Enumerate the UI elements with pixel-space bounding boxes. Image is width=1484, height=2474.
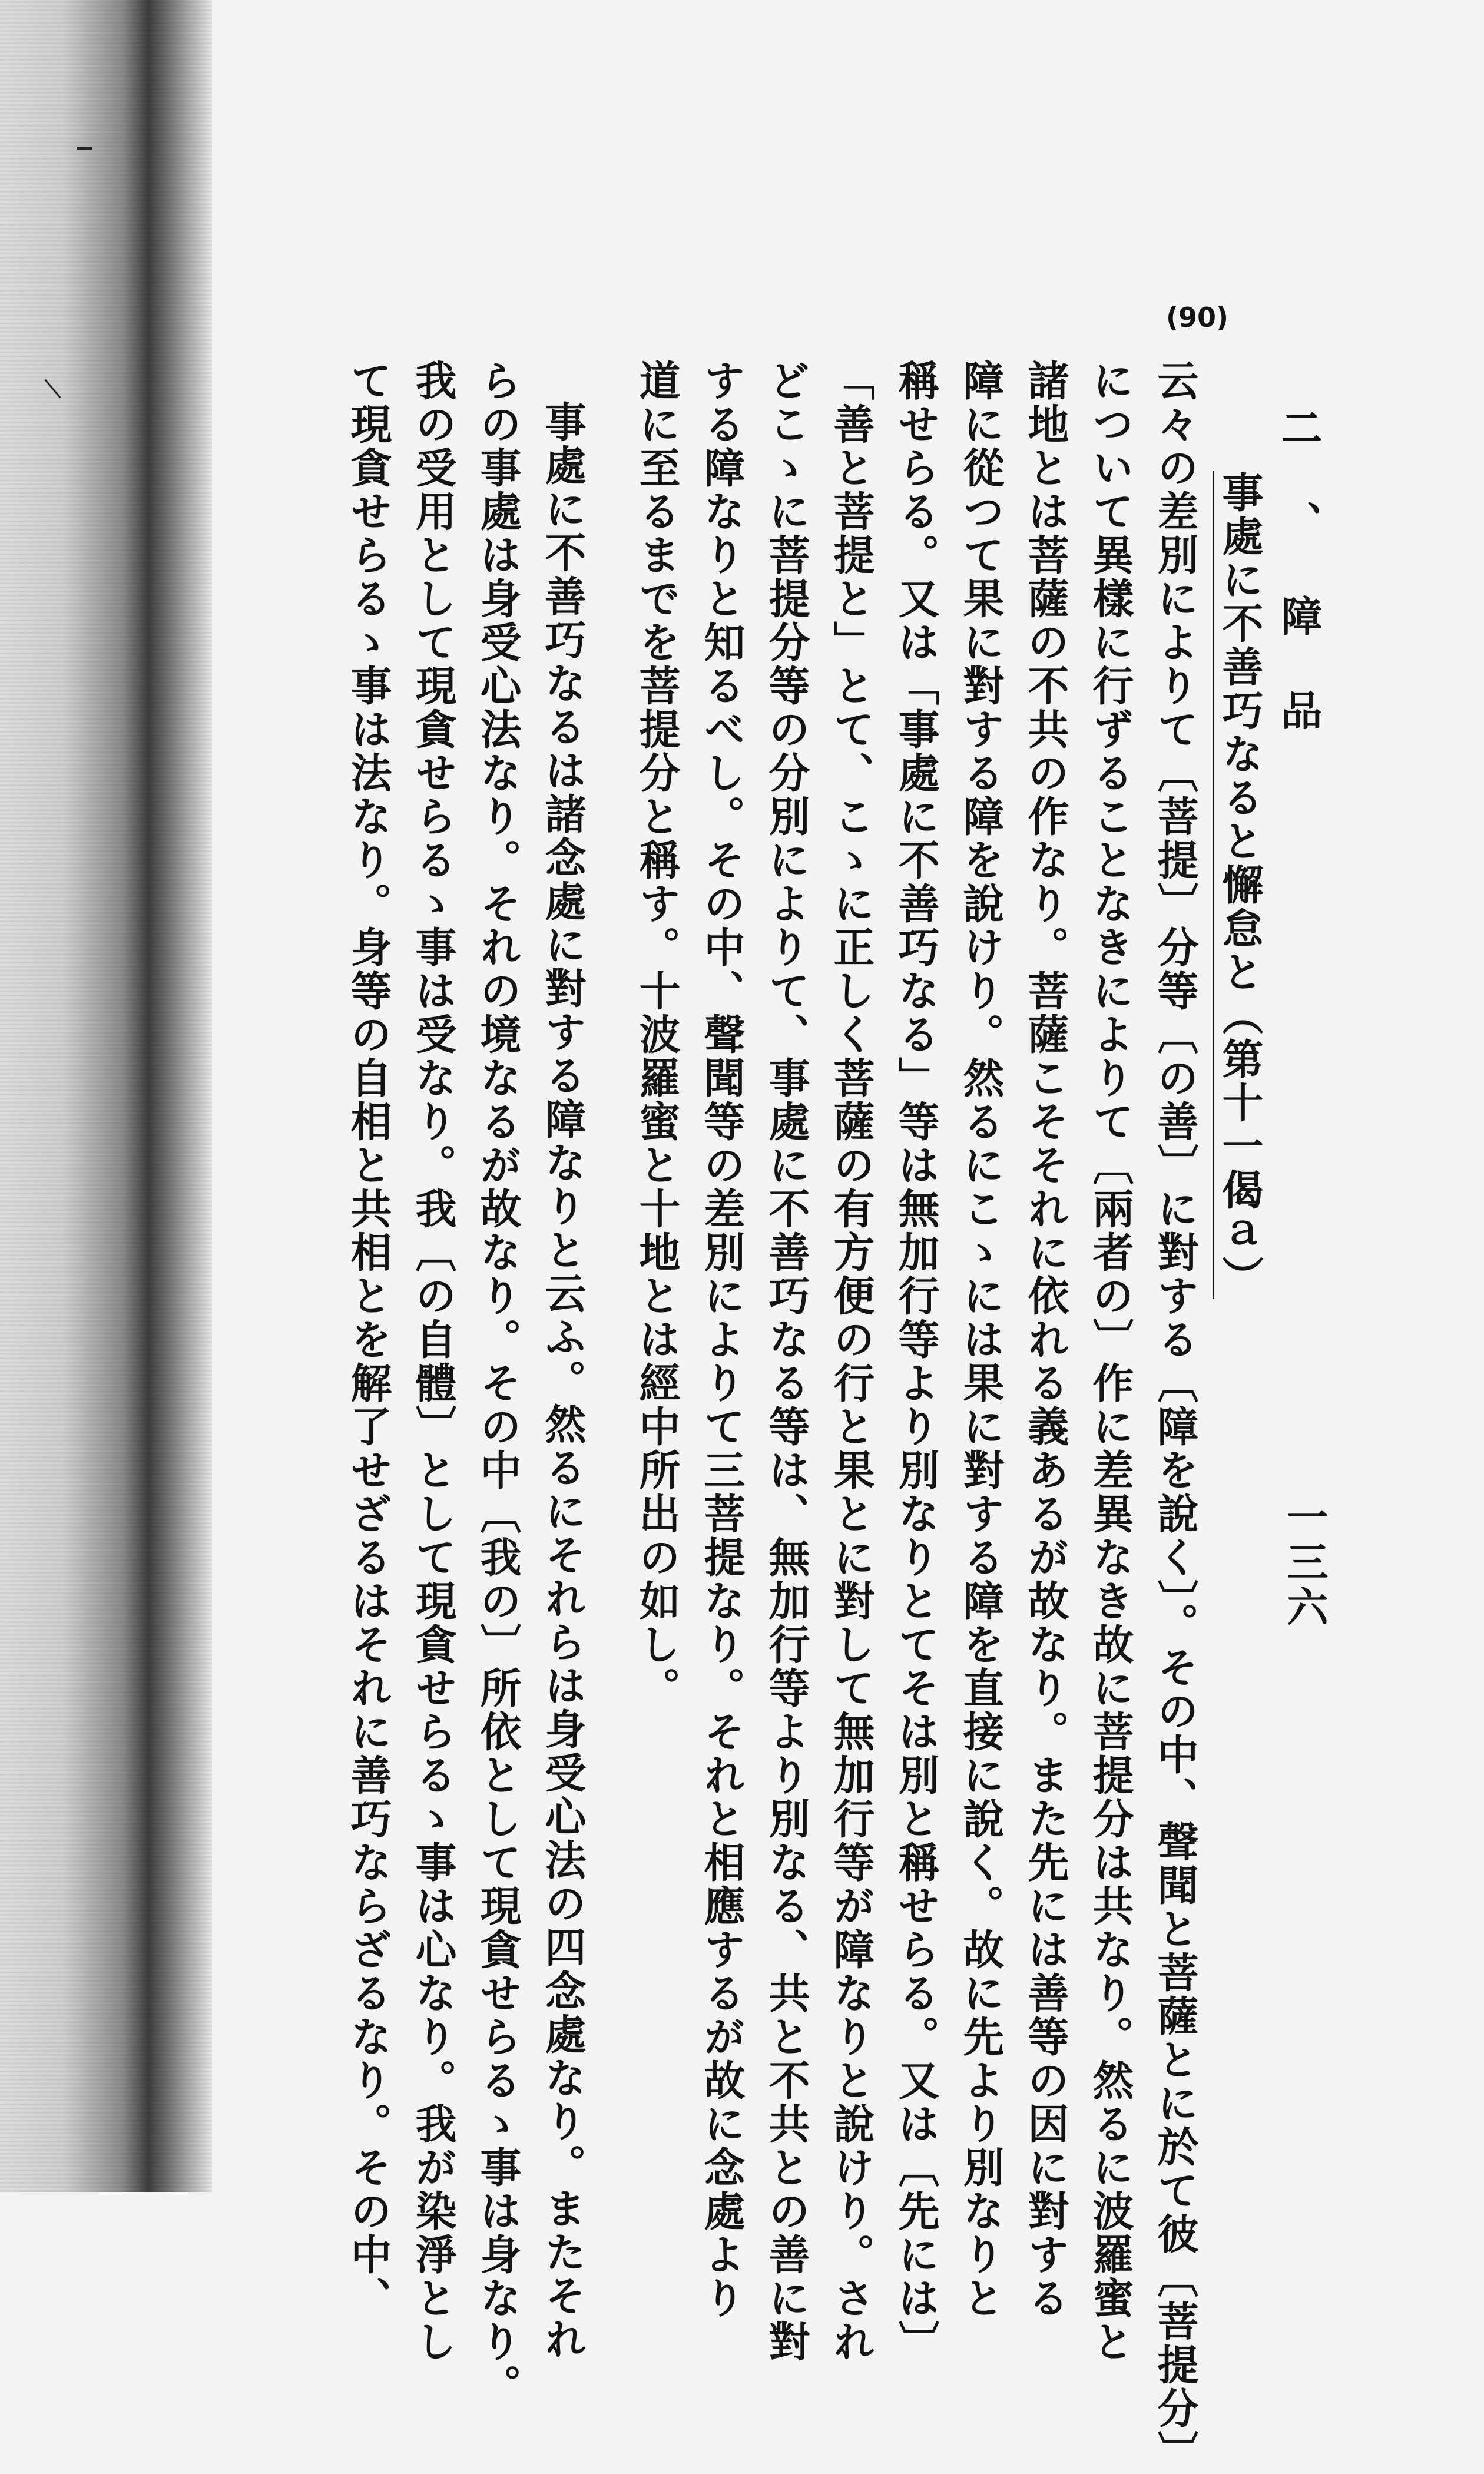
folio-number: 一三六: [1280, 1496, 1329, 1630]
text-line: 云々の差別によりて〔菩提〕分等〔の善〕に對する〔障を說く〕。その中、聲聞と菩薩とに於て彼〔菩提分〕: [1151, 359, 1200, 2474]
text-line: 稱せらる。又は「事處に不善巧なる」等は無加行等より別なりとてそは別と稱せらる。又は〔先には〕: [892, 359, 940, 2364]
text-line: 諸地とは菩薩の不共の作なり。菩薩こそそれに依れる義あるが故なり。また先には善等の因に對する: [1021, 359, 1070, 2320]
book-spine-shadow: [0, 0, 212, 2192]
text-line: する障なりと知るべし。その中、聲聞等の差別によりて三菩提なり。それと相應するが故に念處より: [697, 359, 746, 2320]
page-marker: (90): [1166, 302, 1229, 333]
text-line: 事處に不善巧なるは諸念處に對する障なりと云ふ。然るにそれらは身受心法の四念處なり。またそれ: [538, 400, 587, 2362]
text-line: らの事處は身受心法なり。それの境なるが故なり。その中〔我の〕所依として現貪せらるゝ事は身なり。: [473, 359, 522, 2407]
page: [247, 0, 1484, 2474]
scan-speck: [77, 147, 92, 150]
text-line: 「善と菩提と」とて、こゝに正しく菩薩の有方便の行と果とに對して無加行等が障なりと說けり。され: [827, 359, 876, 2364]
text-line: 我の受用として現貪せらるゝ事は受なり。我〔の自體〕として現貪せらるゝ事は心なり。我が染淨とし: [409, 359, 458, 2364]
text-line: どこゝに菩提分等の分別によりて、事處に不善巧なる等は、無加行等より別なる、共と不共との善に對: [762, 359, 811, 2364]
text-line: 障に從つて果に對する障を說けり。然るにこゝには果に對する障を直接に說く。故に先より別なりと: [956, 359, 1005, 2320]
text-line: 道に至るまでを菩提分と稱す。十波羅蜜と十地とは經中所出の如し。: [632, 359, 681, 1710]
verse-line: 事處に不善巧なると懈怠と（第十一偈ａ）: [1215, 471, 1264, 1299]
text-line: て現貪せらるゝ事は法なり。身等の自相と共相とを解了せざるはそれに善巧ならざるなり。その中、: [344, 359, 393, 2320]
running-header-chapter: 二、障品: [1274, 406, 1323, 783]
text-line: について異樣に行ずることなきによりて〔兩者の〕作に差異なき故に菩提分は共なり。然るに波羅蜜と: [1086, 359, 1135, 2364]
